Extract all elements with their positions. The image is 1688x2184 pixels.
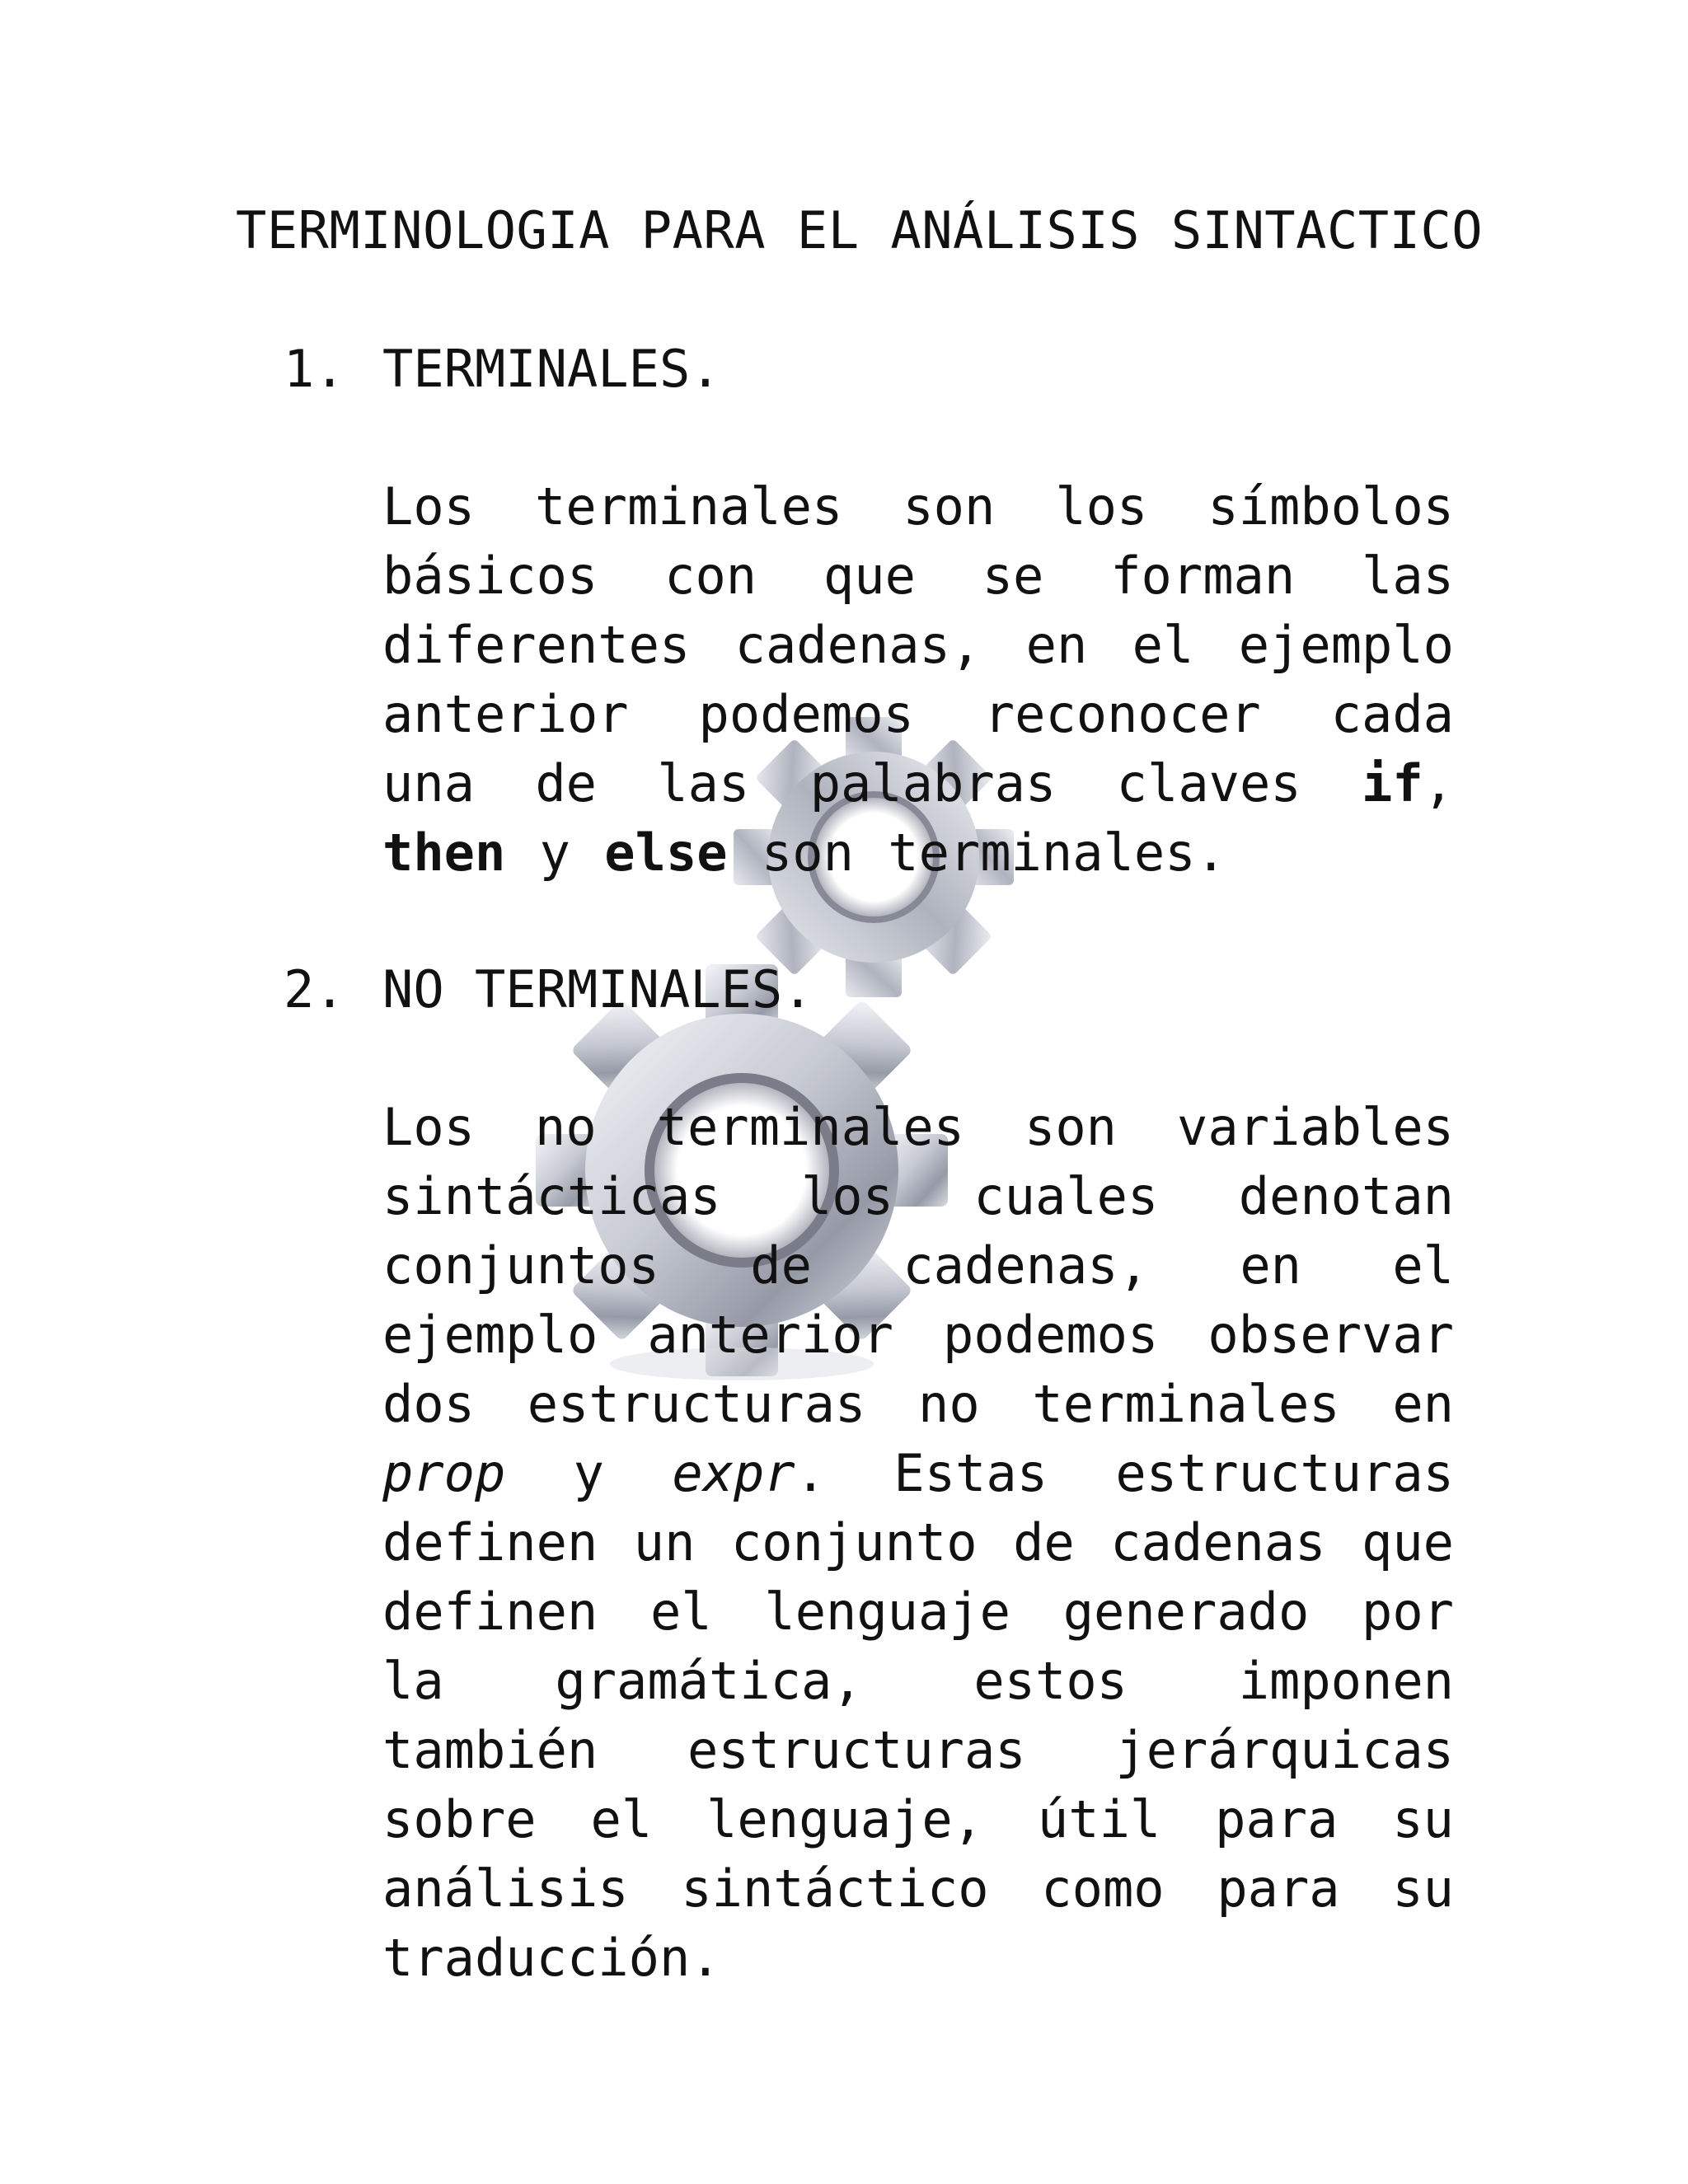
section-number: 2. <box>284 959 345 1019</box>
section-title: TERMINALES. <box>382 339 721 399</box>
keyword-else: else <box>604 823 728 883</box>
keyword-then: then <box>382 823 506 883</box>
section-paragraph-terminales <box>382 472 1454 888</box>
paragraph-text: . Estas estructuras definen un conjunto de cadenas que definen el lenguaje generado por la gramática, estos imponen también estructuras jerárquicas sobre el lenguaje, útil para su análisis sintáctico como para su traducción. <box>382 1443 1455 1988</box>
paragraph-text: y <box>505 1443 673 1503</box>
paragraph-text: son terminales. <box>727 823 1226 883</box>
term-expr: expr <box>672 1443 795 1503</box>
term-prop: prop <box>382 1443 506 1503</box>
paragraph-text: Los terminales son los símbolos básicos con que se forman las diferentes cadenas, en el ejemplo anterior podemos reconocer cada una de las palabras claves <box>382 476 1454 813</box>
keyword-if: if <box>1362 753 1423 813</box>
section-paragraph-no-terminales <box>382 1093 1454 1993</box>
section-heading-no-terminales <box>284 955 814 1024</box>
section-heading-terminales <box>284 335 721 404</box>
section-number: 1. <box>284 339 345 399</box>
paragraph-text: Los no terminales son variables sintácticas los cuales denotan conjuntos de cadenas, en el ejemplo anterior podemos observar dos estructuras no terminales en <box>382 1097 1454 1434</box>
section-title: NO TERMINALES. <box>382 959 814 1019</box>
document-title: TERMINOLOGIA PARA EL ANÁLISIS SINTACTICO <box>236 200 1484 260</box>
paragraph-text: y <box>505 823 605 883</box>
paragraph-text: , <box>1423 753 1454 813</box>
